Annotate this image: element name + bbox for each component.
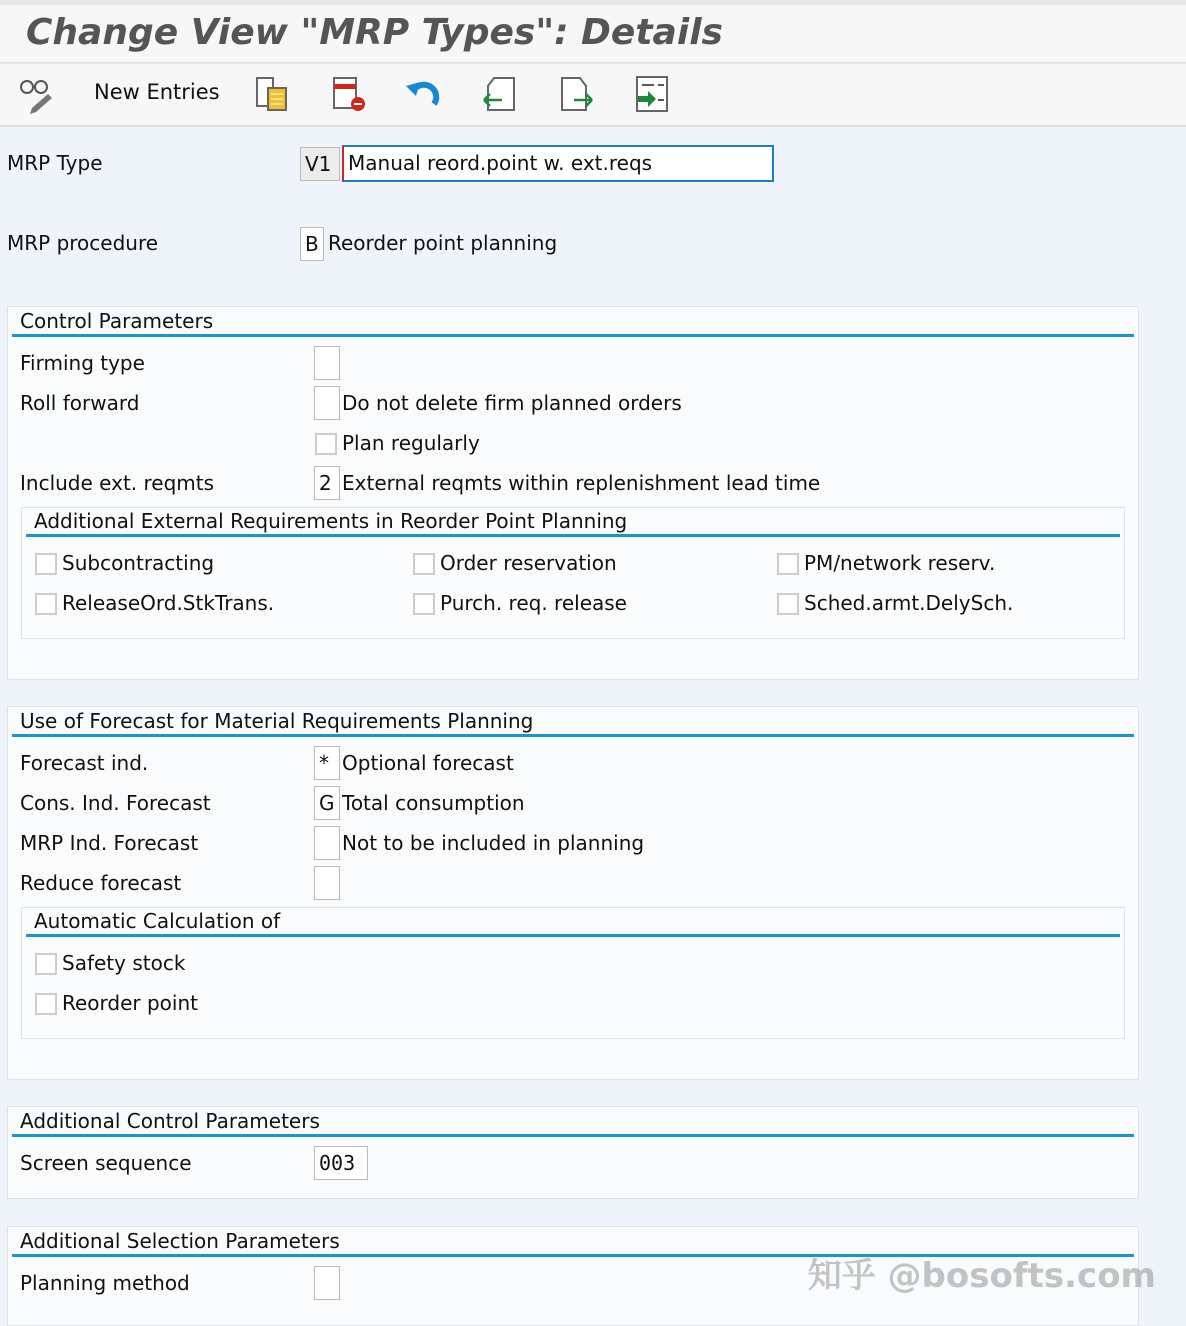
forecast-ind-desc: Optional forecast xyxy=(342,751,514,775)
group-title: Additional Control Parameters xyxy=(20,1109,320,1133)
checkbox-label: Purch. req. release xyxy=(440,591,627,615)
mrp-ind-desc: Not to be included in planning xyxy=(342,831,645,855)
page-title: Change View "MRP Types": Details xyxy=(26,12,723,53)
mrp-ind-input[interactable] xyxy=(314,826,340,860)
roll-forward-label: Roll forward xyxy=(20,391,140,415)
checkbox-label: PM/network reserv. xyxy=(804,551,996,575)
subcontracting-checkbox[interactable] xyxy=(35,553,57,575)
display-change-icon[interactable] xyxy=(14,72,58,116)
cons-ind-label: Cons. Ind. Forecast xyxy=(20,791,211,815)
forecast-ind-input[interactable]: * xyxy=(314,746,340,780)
divider xyxy=(12,334,1134,337)
copy-icon[interactable] xyxy=(250,72,294,116)
roll-forward-input[interactable] xyxy=(314,386,340,420)
group-title: Additional Selection Parameters xyxy=(20,1229,340,1253)
group-title: Use of Forecast for Material Requirements Planning xyxy=(20,709,534,733)
pm-network-reserv-checkbox[interactable] xyxy=(777,553,799,575)
divider xyxy=(26,934,1120,937)
order-reservation-checkbox[interactable] xyxy=(413,553,435,575)
mrp-procedure-code: B xyxy=(300,227,324,261)
divider xyxy=(12,1134,1134,1137)
reduce-forecast-label: Reduce forecast xyxy=(20,871,182,895)
forecast-ind-label: Forecast ind. xyxy=(20,751,149,775)
safety-stock-checkbox[interactable] xyxy=(35,953,57,975)
screen-sequence-input[interactable]: 003 xyxy=(314,1146,368,1180)
checkbox-label: Order reservation xyxy=(440,551,617,575)
reduce-forecast-input[interactable] xyxy=(314,866,340,900)
plan-regularly-label: Plan regularly xyxy=(342,431,480,455)
checkbox-label: Sched.armt.DelySch. xyxy=(804,591,1014,615)
mrp-ind-label: MRP Ind. Forecast xyxy=(20,831,199,855)
sched-armt-delysch-checkbox[interactable] xyxy=(777,593,799,615)
group-title: Control Parameters xyxy=(20,309,214,333)
firming-type-input[interactable] xyxy=(314,346,340,380)
next-entry-icon[interactable] xyxy=(554,72,598,116)
firming-type-label: Firming type xyxy=(20,351,145,375)
cons-ind-input[interactable]: G xyxy=(314,786,340,820)
release-ord-stk-trans-checkbox[interactable] xyxy=(35,593,57,615)
include-ext-input[interactable]: 2 xyxy=(314,466,340,500)
checkbox-label: ReleaseOrd.StkTrans. xyxy=(62,591,275,615)
mrp-procedure-desc: Reorder point planning xyxy=(328,231,558,255)
screen-sequence-label: Screen sequence xyxy=(20,1151,192,1175)
select-icon[interactable] xyxy=(630,72,674,116)
cons-ind-desc: Total consumption xyxy=(342,791,525,815)
new-entries-button[interactable]: New Entries xyxy=(94,80,220,104)
plan-regularly-checkbox[interactable] xyxy=(315,433,337,455)
include-ext-label: Include ext. reqmts xyxy=(20,471,215,495)
watermark: 知乎 @bosofts.com xyxy=(807,1256,1156,1296)
subgroup-title: Automatic Calculation of xyxy=(34,909,281,933)
mrp-type-description-input[interactable]: Manual reord.point w. ext.reqs xyxy=(342,145,774,182)
include-ext-desc: External reqmts within replenishment lead time xyxy=(342,471,821,495)
planning-method-input[interactable] xyxy=(314,1266,340,1300)
purch-req-release-checkbox[interactable] xyxy=(413,593,435,615)
checkbox-label: Subcontracting xyxy=(62,551,215,575)
mrp-type-label: MRP Type xyxy=(7,151,103,175)
subgroup-title: Additional External Requirements in Reorder Point Planning xyxy=(34,509,628,533)
previous-entry-icon[interactable] xyxy=(478,72,522,116)
divider xyxy=(26,534,1120,537)
undo-icon[interactable] xyxy=(402,72,446,116)
mrp-procedure-label: MRP procedure xyxy=(7,231,159,255)
mrp-type-code: V1 xyxy=(300,147,340,181)
divider xyxy=(12,734,1134,737)
toolbar xyxy=(0,64,1186,127)
roll-forward-desc: Do not delete firm planned orders xyxy=(342,391,682,415)
reorder-point-checkbox[interactable] xyxy=(35,993,57,1015)
delete-icon[interactable] xyxy=(326,72,370,116)
checkbox-label: Safety stock xyxy=(62,951,186,975)
checkbox-label: Reorder point xyxy=(62,991,198,1015)
planning-method-label: Planning method xyxy=(20,1271,190,1295)
